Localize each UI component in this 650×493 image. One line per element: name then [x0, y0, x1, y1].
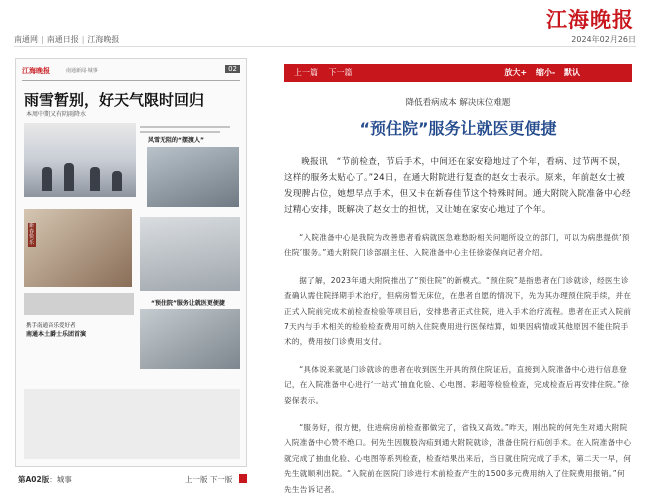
article-paragraph: “入院准备中心是我院为改善患者看病就医急难愁盼相关问题所设立的部门，可以为病患提供‘预住院’服务。”通大附院门诊部副主任、入院准备中心主任徐姿保向记者介绍。: [284, 233, 630, 258]
link-nantong-net[interactable]: 南通网: [14, 35, 38, 44]
page-pager: [185, 474, 247, 485]
article-lead: 晚报讯 “节前检查，节后手术，中间还在家安稳地过了个年，看病、过节两不误，这样的服务太贴心了。”24日，在通大附院进行复查的赵女士表示。原来，年前赵女士被发现脾占位，她想早点手术，但又卡在新春佳节这个特殊时间。通大附院入院准备中心经过精心安排，既解决了赵女士的担忧，又让她在家安心地过了个年。: [284, 157, 631, 215]
next-article-link[interactable]: 下一篇: [328, 68, 353, 77]
paper-photo-2: [147, 147, 239, 207]
paper-photo-label: 新春快乐: [29, 223, 35, 246]
paper-headline-4-kicker: 携手南通音乐爱好者: [26, 323, 76, 329]
article-title: “预住院”服务让就医更便捷: [359, 119, 557, 138]
paper-photo-3: [24, 209, 132, 287]
paper-main-subheadline: 本周中期又有阴雨降水: [26, 111, 87, 118]
top-links: [14, 34, 119, 45]
paper-headline-3[interactable]: “预住院”服务让就医更便捷: [151, 300, 225, 307]
article-toolbar: [284, 64, 632, 82]
edition-label: 第A02版: [18, 475, 50, 484]
article-paragraph: “服务好，很方便，住进病房前检查都做完了，省钱又高效。”昨天，刚出院的何先生对通大附院入院准备中心赞不绝口。何先生因腹股沟疝到通大附院就诊，准备住院行疝创手术。在入院准备中心就完成了抽血化验、心电图等系列检查，检查结果出来后，当日就住院完成了手术，第二天一早，何先生就顺利出院。“入院前在医院门诊进行术前检查产生的1500多元费用纳入了住院费用报销。”何先生告诉记者。: [284, 423, 632, 493]
article-body: [284, 154, 632, 493]
default-size-button[interactable]: 默认: [564, 68, 580, 77]
figure: [42, 167, 52, 191]
font-size-tools: [504, 67, 586, 78]
newspaper-page-thumbnail[interactable]: [15, 58, 247, 467]
paper-photo-4: [140, 217, 240, 291]
header-divider: [14, 46, 636, 47]
edition-colon: ：: [49, 475, 57, 484]
separator: |: [81, 35, 85, 44]
paper-bottom-block: [24, 389, 240, 459]
article-nav: [294, 67, 361, 78]
paper-photo-6: [140, 309, 240, 369]
figure: [64, 163, 74, 191]
issue-date: 2024年02月26日: [571, 35, 636, 44]
site-logo[interactable]: 江海晚报: [546, 7, 634, 32]
paper-headline-2[interactable]: 风雪无阻的“摆渡人”: [148, 137, 204, 144]
paper-headline-4[interactable]: 南通本土爵士乐团首演: [26, 331, 87, 338]
paper-main-headline[interactable]: 雨雪暂别，好天气限时回归: [24, 91, 205, 109]
prev-page-link[interactable]: 上一版: [185, 475, 208, 484]
paper-page-number: 02: [225, 65, 240, 73]
paper-photo-5: [24, 293, 134, 315]
paper-section: 南通新闻·城事: [66, 68, 98, 74]
figure: [112, 171, 122, 191]
paper-photo-snow: [24, 123, 136, 197]
paper-logo: 江海晚报: [22, 67, 50, 75]
edition-info: [18, 474, 72, 485]
prev-article-link[interactable]: 上一篇: [294, 68, 318, 77]
pdf-icon[interactable]: [239, 474, 247, 483]
zoom-in-button[interactable]: 放大+: [504, 68, 528, 77]
separator: |: [41, 35, 44, 44]
zoom-out-button[interactable]: 缩小-: [535, 68, 556, 77]
paper-masthead: [22, 65, 240, 81]
article-kicker: 降低看病成本 解决床位难题: [405, 98, 511, 108]
next-page-link[interactable]: 下一版: [209, 475, 233, 484]
link-nantong-daily[interactable]: 南通日报: [46, 35, 79, 44]
edition-name: 城事: [56, 475, 72, 484]
figure: [90, 167, 100, 191]
link-jianghai-evening[interactable]: 江海晚报: [87, 35, 120, 44]
article-paragraph: “具体说来就是门诊就诊的患者在收到医生开具的预住院证后，直接到入院准备中心进行信息登记，在入院准备中心进行‘一站式’抽血化验、心电图、彩超等检验检查，完成检查后再安排住院。”徐姿保表示。: [284, 364, 630, 405]
article-paragraph: 据了解，2023年通大附院推出了“预住院”的新模式。“预住院”是指患者在门诊就诊，经医生诊查确认需住院择期手术治疗，但病房暂无床位，在患者自愿的情况下，先为其办理预住院手续，并在正式入院前完成术前检查检验等项目后，安排患者正式住院，进入手术治疗流程。患者在正式入院前7天内与手术相关的检验检查费用可纳入住院费用进行医保结算，如果因病情或其他原因不能住院手术的，费用按门诊费用支付。: [284, 275, 632, 347]
